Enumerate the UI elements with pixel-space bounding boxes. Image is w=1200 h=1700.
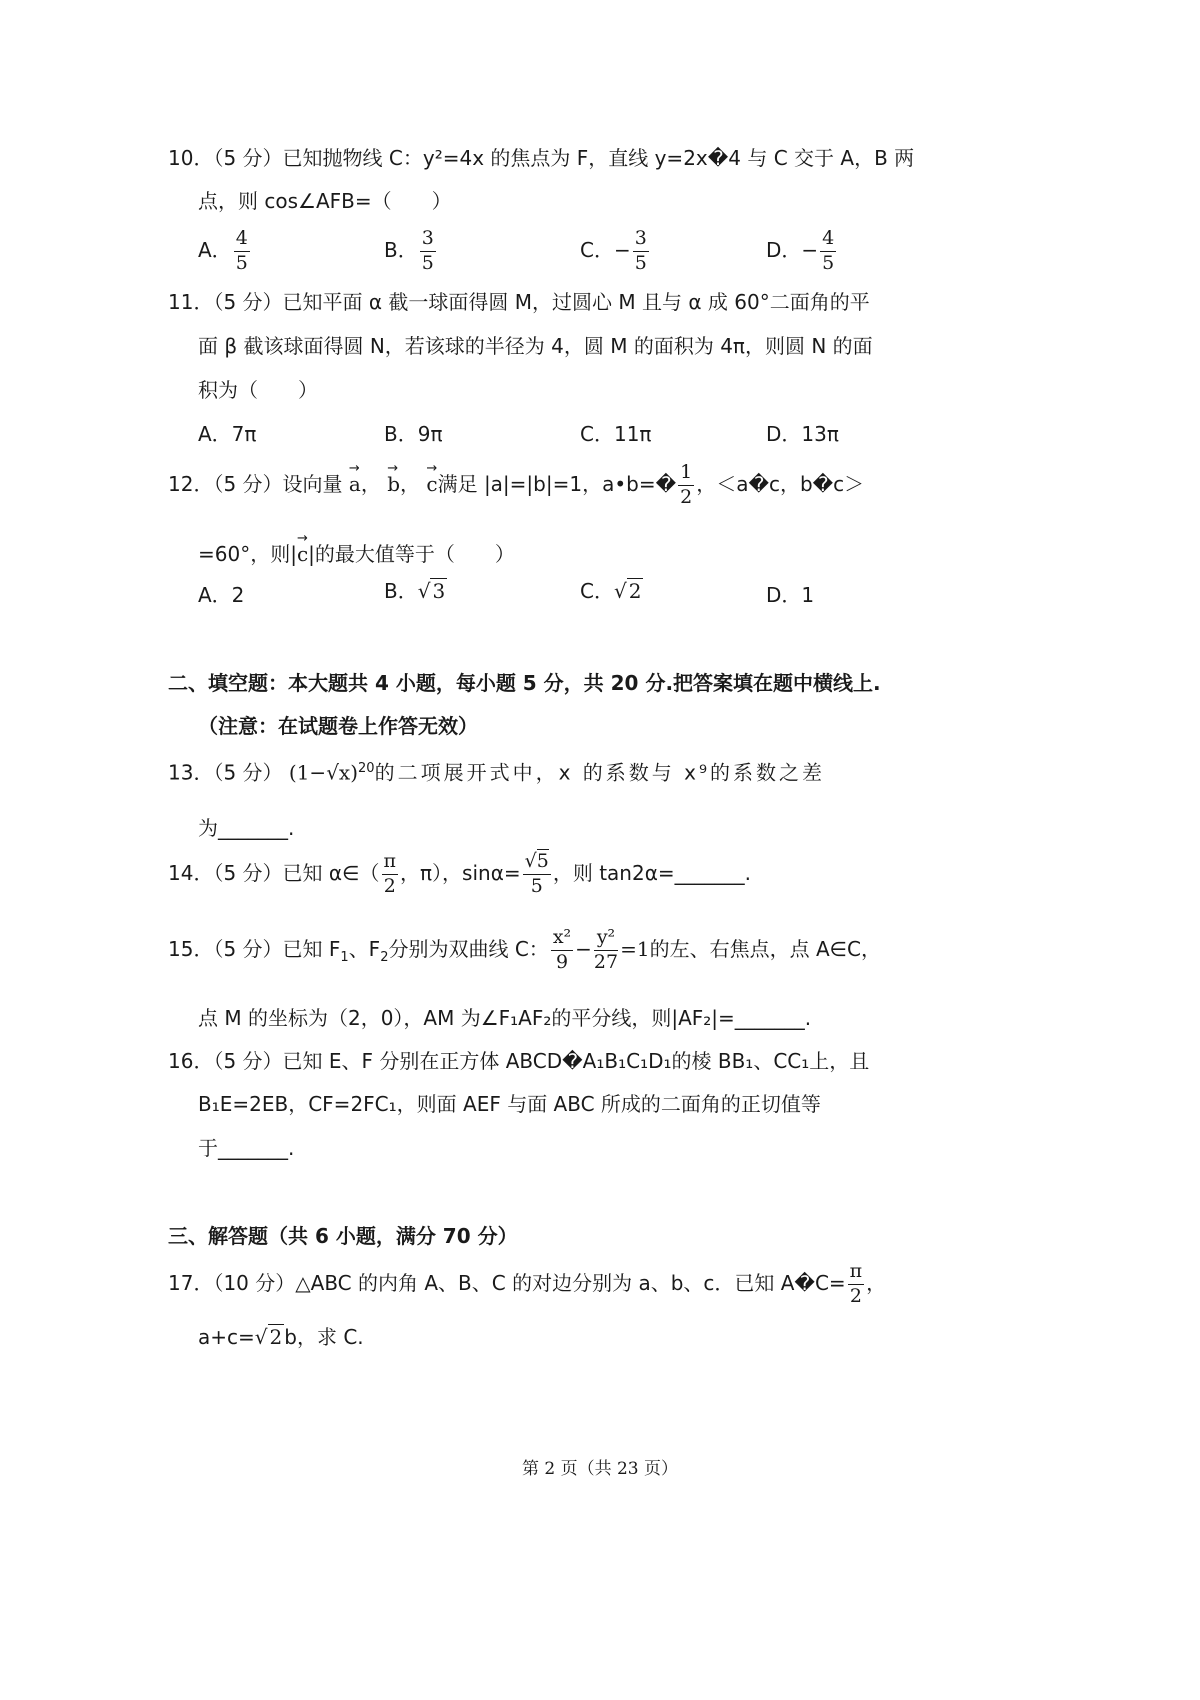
q11-line3: 积为（ ） — [198, 378, 318, 402]
q14-line: 14．（5 分）已知 α∈（ $\frac{\pi}{2}$ ，π），sinα= $\frac{√5}{5}$ ，则 tan2α=_______. — [168, 850, 751, 897]
q12-option-d: D．1 — [766, 583, 815, 607]
q11-option-d: D．13π — [766, 422, 839, 446]
q17-line2: a+c=√ 2 b，求 C. — [198, 1325, 364, 1349]
section2-title: 二、填空题：本大题共 4 小题，每小题 5 分，共 20 分.把答案填在题中横线上. — [168, 671, 881, 695]
fraction-half: $\frac{1}{2}$ — [680, 461, 693, 508]
q12-option-a: A．2 — [198, 583, 245, 607]
fraction-x2-9: $\frac{\text{x²}}{9}$ — [552, 926, 572, 973]
vector-a: → a — [348, 460, 361, 496]
q12-option-c: C．√ 2 — [580, 579, 642, 603]
vector-c: → c — [426, 460, 438, 496]
vector-c-abs: → c — [296, 531, 309, 566]
q10-line2: 点，则 cos∠AFB=（ ） — [198, 189, 452, 213]
q12-option-b: B．√ 3 — [384, 579, 446, 603]
binomial-expression: (1−√x) — [288, 760, 359, 785]
page-footer: 第 2 页（共 23 页） — [521, 1459, 679, 1479]
fraction-pi-2: $\frac{\pi}{2}$ — [849, 1260, 863, 1307]
fraction: $\frac{3}{5}$ — [634, 227, 647, 274]
fraction-y2-27: $\frac{\text{y²}}{27}$ — [593, 926, 619, 973]
q13-line2: 为_______. — [198, 816, 295, 840]
q12-line2: =60°，则| → c|的最大值等于（ ） — [198, 531, 515, 566]
q16-line2: B₁E=2EB，CF=2FC₁，则面 AEF 与面 ABC 所成的二面角的正切值等 — [198, 1092, 821, 1116]
q13-line1: 13．（5 分） $(1-√x)^{20}$的二项展开式中，x 的系数与 x⁹的系数之差 — [168, 760, 825, 785]
q10-line1: 10．（5 分）已知抛物线 C：y²=4x 的焦点为 F，直线 y=2x�4 与 C 交于 A，B 两 — [168, 146, 915, 170]
q17-line1: 17．（10 分）△ABC 的内角 A、B、C 的对边分别为 a、b、c．已知 A�C= $\frac{\pi}{2}$ ， — [168, 1260, 887, 1307]
fraction: $\frac{4}{5}$ — [235, 227, 248, 274]
section3-title: 三、解答题（共 6 小题，满分 70 分） — [168, 1224, 518, 1248]
sqrt-2: √ 2 — [254, 1325, 283, 1349]
q11-line2: 面 β 截该球面得圆 N，若该球的半径为 4，圆 M 的面积为 4π，则圆 N 的面 — [198, 334, 873, 358]
q11-option-c: C．11π — [580, 422, 652, 446]
q15-line1: 15．（5 分）已知 $F_1$、$F_2$分别为双曲线 C： $\frac{\text{x²}}{9}$ − $\frac{\text{y²}}{27}$ =1的左、右焦点，点 A∈C， — [168, 926, 882, 973]
q11-option-a: A．7π — [198, 422, 257, 446]
q10-option-d: D．− $\frac{4}{5}$ — [766, 227, 835, 274]
q16-line3: 于_______. — [198, 1136, 295, 1160]
q10-option-b: B． $\frac{3}{5}$ — [384, 227, 434, 274]
q15-line2: 点 M 的坐标为（2，0），AM 为∠F₁AF₂的平分线，则|AF₂|=_______. — [198, 1006, 812, 1030]
sqrt-3: √ 3 — [417, 579, 446, 603]
sqrt-2: √ 2 — [613, 579, 642, 603]
q12-line1: 12．（5 分）设向量 → a， → b， → c满足 |a|=|b|=1，a•b=� $\frac{1}{2}$ ，＜a�c，b�c＞ — [168, 460, 865, 508]
vector-b: → b — [387, 460, 401, 496]
q10-option-a: A． $\frac{4}{5}$ — [198, 227, 248, 274]
q11-line1: 11．（5 分）已知平面 α 截一球面得圆 M，过圆心 M 且与 α 成 60°二面角的平 — [168, 290, 870, 314]
q16-line1: 16．（5 分）已知 E、F 分别在正方体 ABCD�A₁B₁C₁D₁的棱 BB₁、CC₁上，且 — [168, 1049, 870, 1073]
fraction-sqrt5-5: $\frac{√5}{5}$ — [524, 850, 549, 897]
section2-note: （注意：在试题卷上作答无效） — [198, 714, 478, 738]
fraction: $\frac{3}{5}$ — [421, 227, 434, 274]
fraction: $\frac{4}{5}$ — [822, 227, 835, 274]
q11-option-b: B．9π — [384, 422, 443, 446]
fraction-pi-2: $\frac{\pi}{2}$ — [383, 850, 396, 897]
q10-option-c: C．− $\frac{3}{5}$ — [580, 227, 647, 274]
